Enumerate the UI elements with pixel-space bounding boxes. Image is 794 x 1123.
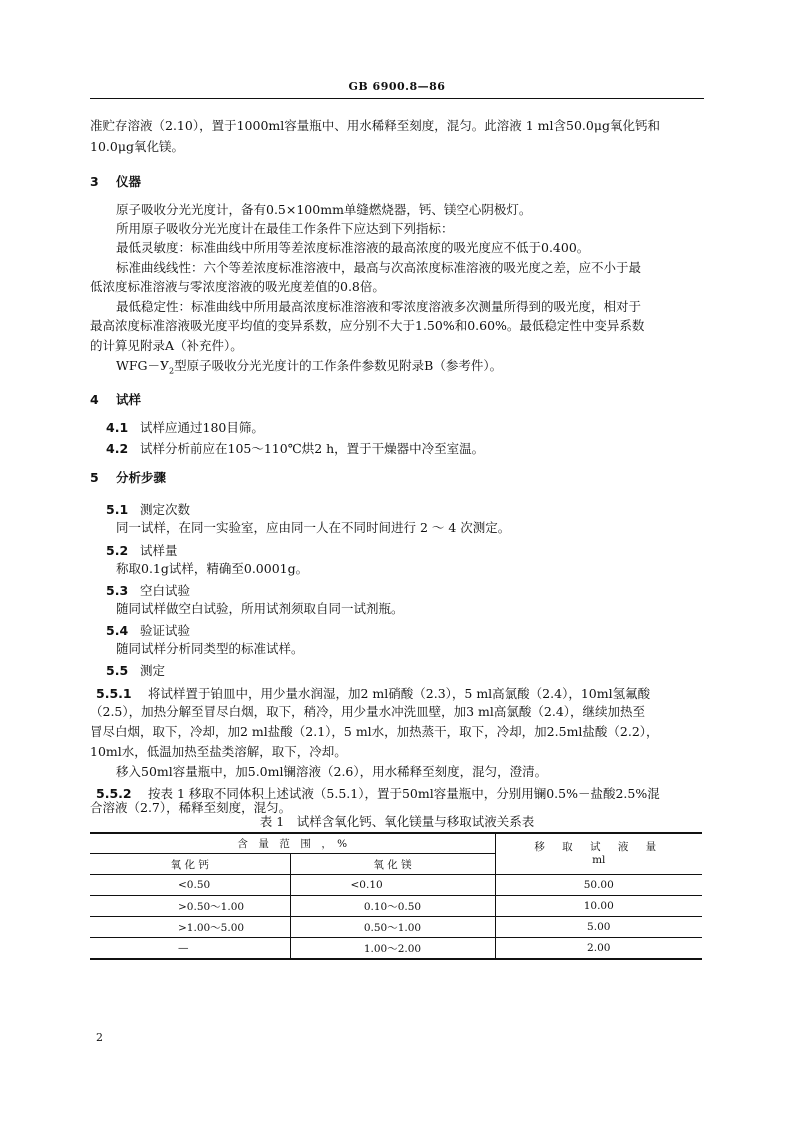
intro-line-1: 准贮存溶液（2.10），置于1000ml容量瓶中、用水稀释至刻度，混匀。此溶液 1 ml含50.0μg氧化钙和 bbox=[90, 118, 660, 133]
section-title: 仪器 bbox=[116, 174, 142, 189]
s3-line: 的计算见附录A（补充件）。 bbox=[90, 338, 243, 353]
table-row bbox=[90, 875, 702, 896]
table-header-cao: 氧 化 钙 bbox=[90, 854, 290, 875]
subsection-5-5-1 bbox=[96, 684, 650, 702]
subsection-text: 试样应通过180目筛。 bbox=[140, 420, 264, 435]
table-caption: 表 1 试样含氧化钙、氧化镁量与移取试液关系表 bbox=[259, 814, 535, 829]
s3-line: 最低灵敏度：标准曲线中所用等差浓度标准溶液的最高浓度的吸光度应不低于0.400。 bbox=[116, 240, 590, 255]
cell-volume: 10.00 bbox=[495, 896, 702, 917]
page-number: 2 bbox=[96, 1031, 103, 1044]
volume-header-unit: ml bbox=[592, 854, 606, 866]
table-row bbox=[90, 938, 702, 960]
s551-line: 移入50ml容量瓶中，加5.0ml镧溶液（2.6），用水稀释至刻度，混匀，澄清。 bbox=[116, 764, 548, 779]
subsection-text: 试样分析前应在105～110℃烘2 h，置于干燥器中冷至室温。 bbox=[140, 441, 485, 456]
subsection-number: 5.5.2 bbox=[96, 786, 132, 801]
volume-header-label: 移 取 试 液 量 bbox=[534, 841, 664, 853]
section-number: 4 bbox=[90, 392, 99, 407]
subsection-5-4-text: 随同试样分析同类型的标准试样。 bbox=[116, 641, 304, 656]
subsection-number: 4.1 bbox=[106, 420, 129, 435]
table-row bbox=[90, 896, 702, 917]
subsection-title: 测定次数 bbox=[140, 502, 191, 517]
subsection-5-3-text: 随同试样做空白试验，所用试剂须取自同一试剂瓶。 bbox=[116, 601, 404, 616]
section-number: 5 bbox=[90, 470, 99, 485]
cell-cao: — bbox=[90, 938, 290, 960]
subsection-number: 5.5 bbox=[106, 663, 129, 678]
section-3-heading bbox=[90, 172, 141, 190]
subsection-text: 将试样置于铂皿中，用少量水润湿，加2 ml硝酸（2.3），5 ml高氯酸（2.4），10ml氢氟酸 bbox=[148, 686, 651, 701]
section-4-heading bbox=[90, 390, 141, 408]
subsection-number: 5.3 bbox=[106, 583, 129, 598]
subsection-5-4-title bbox=[106, 621, 190, 639]
section-title: 分析步骤 bbox=[116, 470, 167, 485]
s551-line: 10ml水，低温加热至盐类溶解，取下，冷却。 bbox=[90, 744, 347, 759]
subsection-4-2 bbox=[106, 439, 484, 457]
subsection-title: 验证试验 bbox=[140, 623, 191, 638]
subsection-title: 试样量 bbox=[140, 543, 178, 558]
subsection-5-1-title bbox=[106, 500, 190, 518]
cell-volume: 2.00 bbox=[495, 938, 702, 960]
table-header-mgo: 氧 化 镁 bbox=[290, 854, 495, 875]
subsection-4-1 bbox=[106, 418, 264, 436]
subsection-title: 空白试验 bbox=[140, 583, 191, 598]
cell-cao: >1.00～5.00 bbox=[90, 917, 290, 938]
subsection-number: 5.2 bbox=[106, 543, 129, 558]
document-code-header: GB 6900.8—86 bbox=[348, 80, 446, 93]
table-row bbox=[90, 917, 702, 938]
subsection-5-2-text: 称取0.1g试样，精确至0.0001g。 bbox=[116, 561, 309, 576]
cell-mgo: 1.00～2.00 bbox=[290, 938, 495, 960]
section-number: 3 bbox=[90, 174, 99, 189]
instrument-reference: 型原子吸收分光光度计的工作条件参数见附录B（参考件）。 bbox=[174, 358, 503, 373]
subsection-number: 5.4 bbox=[106, 623, 129, 638]
subsection-number: 5.5.1 bbox=[96, 686, 132, 701]
cell-mgo: 0.10～0.50 bbox=[290, 896, 495, 917]
cell-volume: 50.00 bbox=[495, 875, 702, 896]
section-5-heading bbox=[90, 468, 166, 486]
s3-line: 所用原子吸收分光光度计在最佳工作条件下应达到下列指标： bbox=[116, 221, 454, 236]
subsection-number: 5.1 bbox=[106, 502, 129, 517]
table-header-volume bbox=[495, 833, 702, 875]
cell-mgo: 0.50～1.00 bbox=[290, 917, 495, 938]
subsection-5-5-title bbox=[106, 661, 165, 679]
s3-line: 低浓度标准溶液与零浓度溶液的吸光度差值的0.8倍。 bbox=[90, 279, 385, 294]
s3-wfg-line bbox=[116, 358, 502, 380]
subsection-5-2-title bbox=[106, 541, 178, 559]
s551-line: 冒尽白烟，取下，冷却，加2 ml盐酸（2.1），5 ml水，加热蒸干，取下，冷却，加2.5ml盐酸（2.2）， bbox=[90, 724, 659, 739]
s3-line: 最高浓度标准溶液吸光度平均值的变异系数，应分别不大于1.50%和0.60%。最低稳定性中变异系数 bbox=[90, 318, 645, 333]
subsection-5-1-text: 同一试样，在同一实验室，应由同一人在不同时间进行 2 ～ 4 次测定。 bbox=[116, 520, 511, 535]
s3-line: 标准曲线线性：六个等差浓度标准溶液中，最高与次高浓度标准溶液的吸光度之差，应不小于最 bbox=[116, 260, 642, 275]
cell-cao: <0.50 bbox=[90, 875, 290, 896]
intro-line-2: 10.0μg氧化镁。 bbox=[90, 139, 184, 154]
subsection-number: 4.2 bbox=[106, 441, 129, 456]
s3-line: 原子吸收分光光度计，备有0.5×100mm单缝燃烧器，钙、镁空心阴极灯。 bbox=[116, 202, 532, 217]
s3-line: 最低稳定性：标准曲线中所用最高浓度标准溶液和零浓度溶液多次测量所得到的吸光度，相对于 bbox=[116, 299, 642, 314]
s552-line: 合溶液（2.7），稀释至刻度，混匀。 bbox=[90, 800, 292, 815]
cell-cao: >0.50～1.00 bbox=[90, 896, 290, 917]
table-group-header: 含 量 范 围 ， % bbox=[90, 833, 495, 854]
instrument-model: WFG－У bbox=[116, 358, 170, 373]
cell-volume: 5.00 bbox=[495, 917, 702, 938]
s551-line: （2.5），加热分解至冒尽白烟，取下，稍冷，用少量水冲洗皿壁，加3 ml高氯酸（2.4），继续加热至 bbox=[90, 704, 646, 719]
section-title: 试样 bbox=[116, 392, 142, 407]
instrument-model-subscript: 2 bbox=[169, 366, 175, 376]
content-table bbox=[90, 832, 702, 960]
subsection-text: 按表 1 移取不同体积上述试液（5.5.1），置于50ml容量瓶中，分别用镧0.5%－盐酸2.5%混 bbox=[148, 786, 660, 801]
subsection-5-3-title bbox=[106, 581, 190, 599]
cell-mgo: <0.10 bbox=[290, 875, 495, 896]
subsection-title: 测定 bbox=[140, 663, 166, 678]
header-rule bbox=[90, 98, 704, 99]
